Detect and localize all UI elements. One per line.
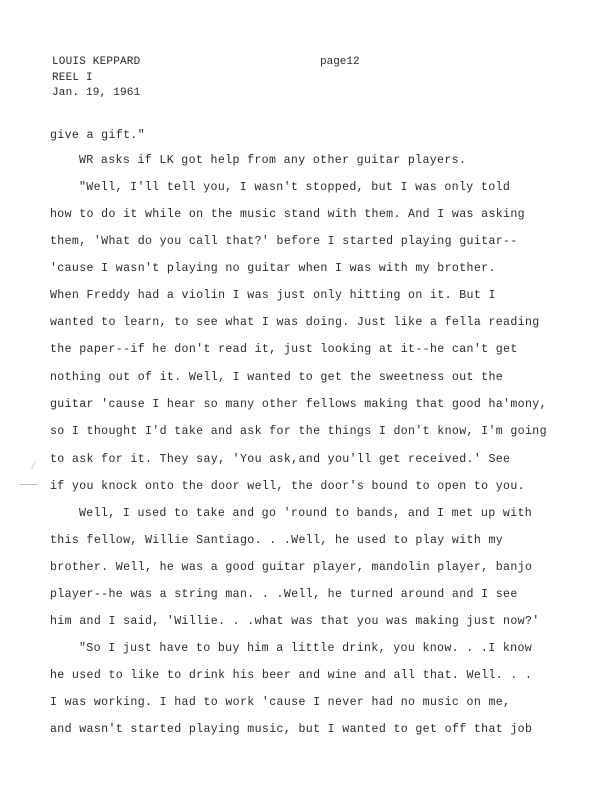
text-line: he used to like to drink his beer and wine and all that. Well. . . [50, 669, 533, 682]
text-line: brother. Well, he was a good guitar player, mandolin player, banjo [50, 561, 533, 574]
text-line: and wasn't started playing music, but I wanted to get off that job [50, 723, 533, 736]
interviewee-name: LOUIS KEPPARD [52, 56, 141, 68]
margin-mark [20, 484, 38, 485]
text-line: Well, I used to take and go 'round to bands, and I met up with [79, 507, 533, 520]
text-line: nothing out of it. Well, I wanted to get the sweetness out the [50, 371, 504, 384]
text-line: 'cause I wasn't playing no guitar when I was with my brother. [50, 262, 496, 275]
margin-tick [31, 460, 36, 469]
reel-label: REEL I [52, 72, 93, 84]
text-line: this fellow, Willie Santiago. . .Well, he used to play with my [50, 534, 504, 547]
text-line: guitar 'cause I hear so many other fellows making that good ha'mony, [50, 398, 547, 411]
text-line: how to do it while on the music stand with them. And I was asking [50, 208, 525, 221]
text-line: to ask for it. They say, 'You ask,and you'll get received.' See [50, 453, 511, 466]
text-line: I was working. I had to work 'cause I never had no music on me, [50, 696, 511, 709]
text-line: the paper--if he don't read it, just looking at it--he can't get [50, 343, 518, 356]
text-line: give a gift." [50, 129, 145, 142]
text-line: "So I just have to buy him a little drink, you know. . .I know [79, 642, 533, 655]
text-line: so I thought I'd take and ask for the things I don't know, I'm going [50, 425, 547, 438]
text-line: WR asks if LK got help from any other guitar players. [79, 154, 467, 167]
page-number: page12 [320, 56, 360, 68]
text-line: When Freddy had a violin I was just only hitting on it. But I [50, 289, 496, 302]
text-line: "Well, I'll tell you, I wasn't stopped, but I was only told [79, 181, 511, 194]
text-line: him and I said, 'Willie. . .what was that you was making just now?' [50, 615, 540, 628]
text-line: if you knock onto the door well, the door's bound to open to you. [50, 480, 525, 493]
text-line: wanted to learn, to see what I was doing. Just like a fella reading [50, 316, 540, 329]
text-line: them, 'What do you call that?' before I started playing guitar-- [50, 235, 518, 248]
interview-date: Jan. 19, 1961 [52, 87, 141, 99]
text-line: player--he was a string man. . .Well, he turned around and I see [50, 588, 518, 601]
